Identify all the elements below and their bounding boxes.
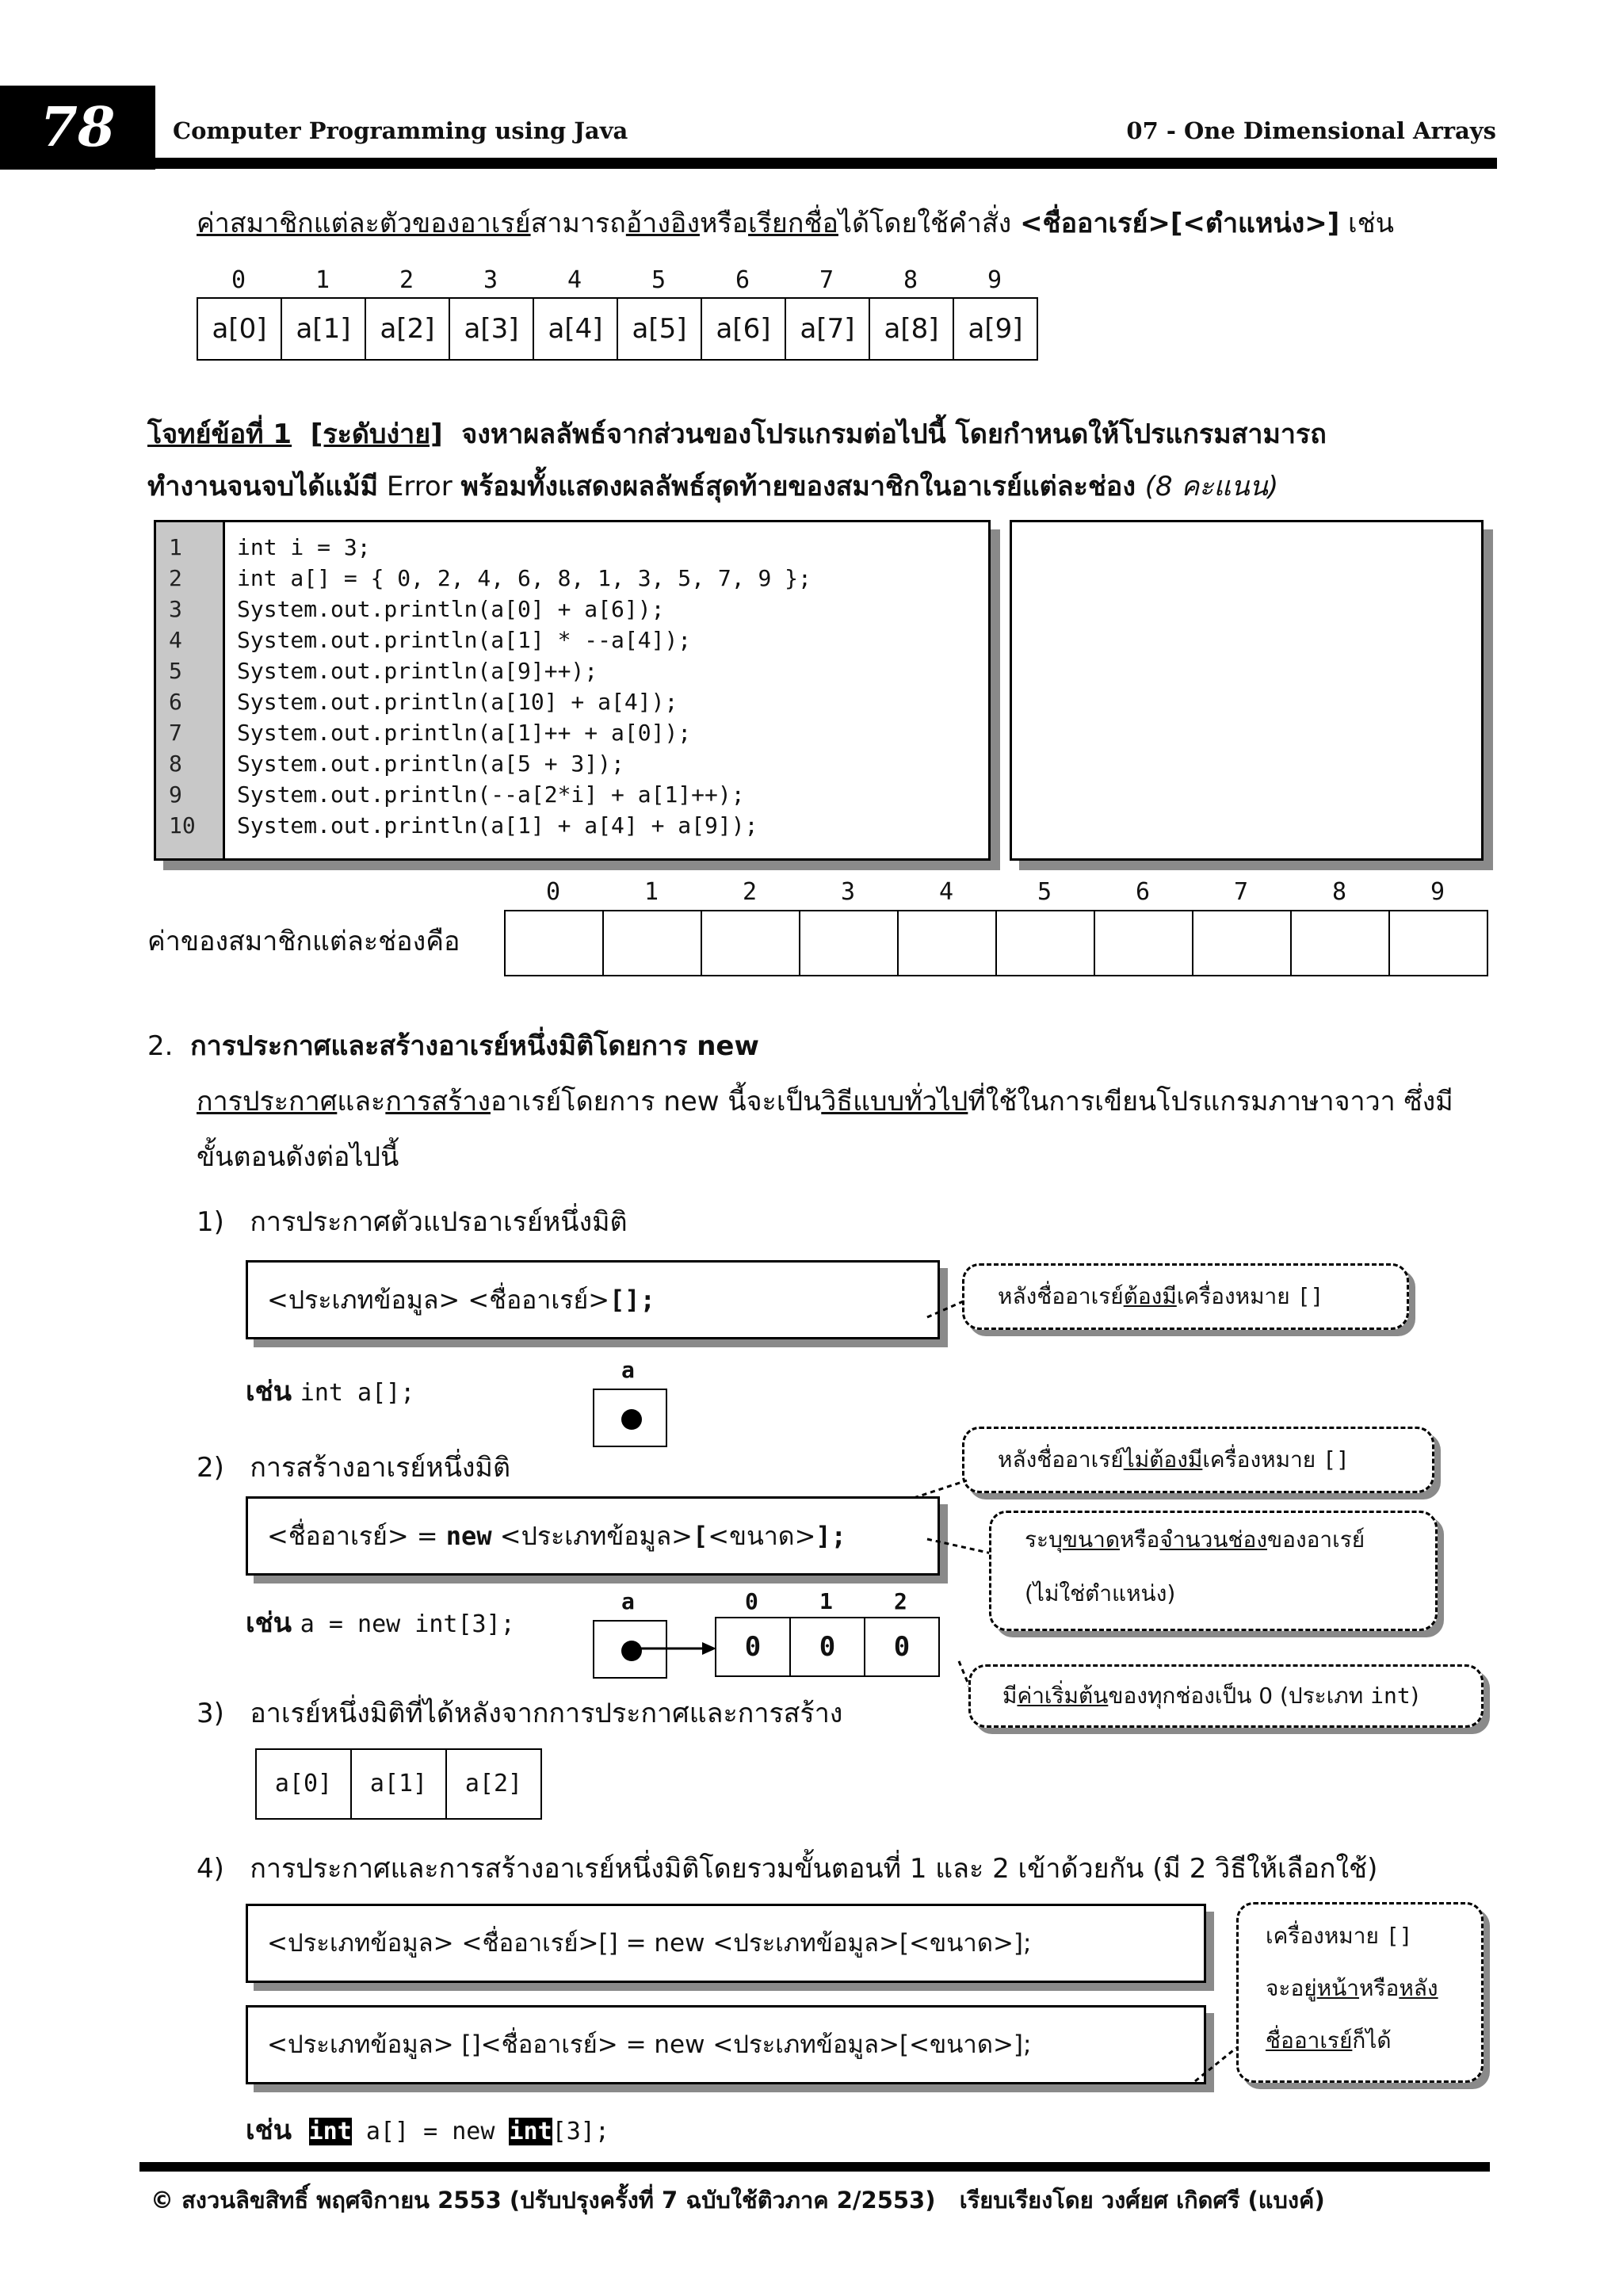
para-u3: วิธีแบบทั่วไป	[821, 1086, 968, 1117]
intro-t4: เช่น	[1339, 208, 1394, 239]
note-text: มี	[1002, 1683, 1018, 1709]
step2-note3-callout	[968, 1664, 1484, 1728]
note-line	[1266, 1973, 1481, 2004]
note-line	[1266, 2025, 1481, 2057]
line-number: 8	[169, 751, 182, 777]
note-text: เครื่องหมาย	[1202, 1446, 1323, 1473]
syntax-brackets: [];	[609, 1285, 655, 1315]
footer-rule	[139, 2162, 1490, 2172]
array-cell: a[7]	[786, 299, 870, 359]
code-line	[156, 563, 812, 594]
index-label: 0	[745, 1588, 758, 1614]
array-value-cell: 0	[791, 1618, 865, 1675]
index-label: 1	[819, 1588, 833, 1614]
syntax-text: <ประเภทข้อมูล> <ชื่ออาเรย์>	[267, 1285, 610, 1315]
array-cell: a[1]	[282, 299, 366, 359]
array-cell: a[5]	[618, 299, 702, 359]
syntax-text: <ชื่ออาเรย์> =	[267, 1521, 446, 1551]
step4-note-pointer	[1189, 2034, 1244, 2089]
array-cell: a[1]	[352, 1750, 447, 1818]
code-text: System.out.println(a[5 + 3]);	[237, 751, 624, 777]
syntax-text: <ประเภทข้อมูล> <ชื่ออาเรย์>[] = new <ประเภทข้อมูล>[<ขนาด>];	[267, 1929, 1032, 1958]
code-text: System.out.println(a[1] * --a[4]);	[237, 627, 692, 653]
example-label: เช่น	[246, 1376, 292, 1408]
index-label: 2	[399, 266, 414, 294]
step3-array-cells	[255, 1748, 542, 1820]
syntax-text: <ประเภทข้อมูล>	[491, 1521, 693, 1551]
note-line: (ไม่ใช่ตำแหน่ง)	[1025, 1580, 1176, 1606]
index-label: 7	[819, 266, 834, 294]
intro-paragraph	[197, 204, 1394, 243]
line-number: 7	[169, 720, 182, 746]
line-number: 10	[169, 812, 196, 839]
answer-cell[interactable]	[1095, 911, 1193, 975]
code-line	[156, 625, 812, 655]
var-a-label: a	[621, 1588, 635, 1614]
reference-dot	[621, 1409, 642, 1430]
index-label: 8	[1331, 878, 1347, 906]
code-line	[156, 686, 812, 717]
note-line	[1266, 1920, 1481, 1952]
index-label: 3	[840, 878, 856, 906]
step1-note-callout	[962, 1263, 1409, 1330]
index-label: 0	[231, 266, 246, 294]
index-label: 9	[987, 266, 1002, 294]
syntax-new-keyword: new	[445, 1521, 492, 1551]
array-cell: a[6]	[702, 299, 786, 359]
page-number: 78	[0, 86, 155, 170]
para-t3: ที่ใช้ในการเขียนโปรแกรมภาษาจาวา ซึ่งมี	[968, 1086, 1453, 1117]
step1-title: 1) การประกาศตัวแปรอาเรย์หนึ่งมิติ	[197, 1206, 628, 1238]
code-text: System.out.println(--a[2*i] + a[1]++);	[237, 781, 745, 808]
syntax-bracket: [	[692, 1521, 708, 1551]
line-number: 1	[169, 534, 182, 560]
note-underline: ชื่ออาเรย์	[1266, 2027, 1353, 2053]
array-cell: a[0]	[257, 1750, 352, 1818]
note-text: หรือ	[1120, 1526, 1160, 1553]
example-code: a = new int[3];	[300, 1610, 515, 1638]
note-brackets: []	[1385, 1923, 1413, 1949]
step2-title: 2) การสร้างอาเรย์หนึ่งมิติ	[197, 1452, 511, 1484]
note-brackets: []	[1296, 1283, 1324, 1309]
para-u1: การประกาศ	[197, 1086, 338, 1117]
step4-title: 4) การประกาศและการสร้างอาเรย์หนึ่งมิติโดยรวมขั้นตอนที่ 1 และ 2 เข้าด้วยกัน (มี 2 วิธีให้เลือกใช้)	[197, 1853, 1378, 1885]
step4-note-callout	[1236, 1902, 1484, 2083]
note-underline: หลัง	[1399, 1975, 1438, 2001]
index-label: 6	[1135, 878, 1151, 906]
code-text: System.out.println(a[10] + a[4]);	[237, 689, 678, 715]
step1-example	[246, 1373, 414, 1412]
para-t2: อาเรย์โดยการ new นี้จะเป็น	[490, 1086, 822, 1117]
index-label: 0	[545, 878, 561, 906]
reference-var-box	[593, 1389, 667, 1447]
array-cell: a[0]	[198, 299, 282, 359]
exercise-text2b: พร้อมทั้งแสดงผลลัพธ์สุดท้ายของสมาชิกในอาเรย์แต่ละช่อง	[460, 471, 1145, 502]
step1-syntax-box	[246, 1260, 940, 1339]
note-brackets: []	[1323, 1446, 1350, 1473]
index-label: 3	[483, 266, 498, 294]
code-listing	[154, 520, 991, 861]
example-int-highlight: int	[308, 2118, 352, 2145]
note-text: หรือ	[1359, 1975, 1400, 2001]
step2-syntax-box	[246, 1496, 940, 1576]
note-text: ก็ได้	[1352, 2027, 1392, 2053]
example-code: int a[];	[300, 1379, 415, 1407]
array-cell: a[9]	[968, 313, 1023, 345]
exercise-error-word: Error	[378, 471, 461, 502]
section2-paragraph-line1	[197, 1083, 1453, 1121]
reference-arrow	[626, 1633, 721, 1664]
section2-paragraph-line2: ขั้นตอนดังต่อไปนี้	[197, 1141, 399, 1173]
line-number: 4	[169, 627, 182, 653]
line-number: 6	[169, 689, 182, 715]
answer-cell[interactable]	[1292, 911, 1390, 975]
para-u2: การสร้าง	[385, 1086, 491, 1117]
header-rule	[155, 158, 1497, 169]
code-text: System.out.println(a[9]++);	[237, 658, 598, 684]
note-text: ระบุ	[1025, 1526, 1063, 1553]
footer-copyright: © สงวนลิขสิทธิ์ พฤศจิกายน 2553 (ปรับปรุงครั้งที่ 7 ฉบับใช้ติวภาค 2/2553) เรียบเรียงโดย วงศ์ยศ เกิดศรี (แบงค์)	[151, 2187, 1325, 2214]
answer-cell[interactable]	[899, 911, 997, 975]
intro-syntax: <ชื่ออาเรย์>[<ตำแหน่ง>]	[1020, 208, 1340, 239]
note-underline: ค่าเริ่มต้น	[1017, 1683, 1109, 1709]
example-label: เช่น	[246, 2115, 292, 2146]
note-underline: ขนาด	[1062, 1526, 1121, 1553]
code-text: int a[] = { 0, 2, 4, 6, 8, 1, 3, 5, 7, 9 };	[237, 565, 812, 591]
index-label: 5	[651, 266, 666, 294]
code-line	[156, 748, 812, 779]
code-line	[156, 594, 812, 625]
array-cell: a[2]	[464, 1770, 523, 1797]
exercise-label: โจทย์ข้อที่ 1	[147, 418, 292, 450]
answer-cell[interactable]	[604, 911, 702, 975]
step4-example	[246, 2111, 609, 2151]
note-text: หลังชื่ออาเรย์	[998, 1446, 1124, 1473]
note-text: เครื่องหมาย	[1266, 1923, 1386, 1949]
note-underline: หน้า	[1316, 1975, 1359, 2001]
code-text: System.out.println(a[1] + a[4] + a[9]);	[237, 812, 758, 839]
note-type: int	[1370, 1683, 1411, 1709]
new-array-cells	[715, 1617, 940, 1677]
note-text: จะอยู่	[1266, 1975, 1317, 2001]
answer-cell[interactable]	[1390, 911, 1487, 975]
example-array-cells	[197, 297, 1038, 361]
step2-example	[246, 1604, 515, 1644]
exercise-text2a: ทำงานจนจบได้แม้มี	[147, 471, 379, 502]
step2-note2-callout	[989, 1511, 1438, 1631]
step2-note1-callout	[962, 1427, 1434, 1493]
section2-heading	[147, 1027, 759, 1065]
answer-indices	[504, 878, 1487, 906]
index-label: 1	[643, 878, 659, 906]
intro-u2: อ้างอิง	[625, 208, 700, 239]
note-text: หลังชื่ออาเรย์	[998, 1283, 1124, 1309]
step4-syntax-box-2	[246, 2005, 1206, 2084]
answer-cells	[504, 910, 1488, 976]
index-label: 2	[742, 878, 758, 906]
index-label: 7	[1233, 878, 1249, 906]
index-label: 5	[1037, 878, 1052, 906]
index-label: 6	[735, 266, 750, 294]
array-cell: a[4]	[534, 299, 618, 359]
array-cell: a[3]	[450, 299, 534, 359]
answer-cell[interactable]	[800, 911, 899, 975]
index-label: 4	[938, 878, 954, 906]
note-underline: จำนวนช่อง	[1159, 1526, 1267, 1553]
exercise-text1: จงหาผลลัพธ์จากส่วนของโปรแกรมต่อไปนี้ โดยกำหนดให้โปรแกรมสามารถ	[461, 418, 1327, 450]
code-line	[156, 532, 812, 563]
example-label: เช่น	[246, 1607, 292, 1639]
code-text: int i = 3;	[237, 534, 371, 560]
step4-syntax-box-1	[246, 1904, 1206, 1983]
index-label: 2	[894, 1588, 907, 1614]
answer-cell[interactable]	[506, 911, 604, 975]
answer-cell[interactable]	[1193, 911, 1292, 975]
intro-u3: เรียกชื่อ	[748, 208, 838, 239]
code-line	[156, 655, 812, 686]
note-underline: ต้องมี	[1123, 1283, 1177, 1309]
example-int-highlight: int	[509, 2118, 552, 2145]
index-label: 1	[315, 266, 330, 294]
intro-t1: สามารถ	[530, 208, 626, 239]
note-text: เครื่องหมาย	[1176, 1283, 1297, 1309]
array-cell: a[2]	[366, 299, 450, 359]
code-text: System.out.println(a[0] + a[6]);	[237, 596, 665, 622]
step3-title: 3) อาเรย์หนึ่งมิติที่ได้หลังจากการประกาศและการสร้าง	[197, 1698, 843, 1729]
exercise-line1	[147, 415, 1327, 453]
output-answer-box[interactable]	[1010, 520, 1484, 861]
answer-label: ค่าของสมาชิกแต่ละช่องคือ	[147, 926, 460, 957]
var-a-label: a	[621, 1357, 635, 1383]
array-cell: a[8]	[870, 299, 954, 359]
index-label: 4	[567, 266, 582, 294]
code-line	[156, 717, 812, 748]
exercise-line2	[147, 468, 1278, 506]
index-label: 9	[1430, 878, 1445, 906]
code-lines	[156, 532, 812, 841]
array-value-cell: 0	[893, 1631, 911, 1663]
syntax-text: <ประเภทข้อมูล> []<ชื่ออาเรย์> = new <ประเภทข้อมูล>[<ขนาด>];	[267, 2030, 1032, 2059]
line-number: 3	[169, 596, 182, 622]
index-label: 8	[903, 266, 918, 294]
syntax-size: <ขนาด>	[708, 1521, 816, 1551]
intro-t2: หรือ	[699, 208, 749, 239]
code-text: System.out.println(a[1]++ + a[0]);	[237, 720, 692, 746]
example-array-indices	[197, 266, 1037, 294]
intro-u1: ค่าสมาชิกแต่ละตัวของอาเรย์	[197, 208, 531, 239]
note-underline: ไม่ต้องมี	[1123, 1446, 1203, 1473]
array-value-cell: 0	[716, 1618, 791, 1675]
para-t1: และ	[337, 1086, 386, 1117]
code-line	[156, 779, 812, 810]
exercise-level: [ระดับง่าย]	[310, 418, 443, 450]
section2-title: การประกาศและสร้างอาเรย์หนึ่งมิติโดยการ new	[190, 1030, 759, 1062]
example-code: a[] = new	[351, 2118, 510, 2145]
answer-cell[interactable]	[702, 911, 800, 975]
line-number: 9	[169, 781, 182, 808]
example-code: [3];	[552, 2118, 609, 2145]
line-number: 2	[169, 565, 182, 591]
syntax-bracket: ];	[815, 1521, 846, 1551]
header-book-title: Computer Programming using Java	[173, 117, 628, 144]
line-number: 5	[169, 658, 182, 684]
intro-t3: ได้โดยใช้คำสั่ง	[838, 208, 1021, 239]
header-chapter-title: 07 - One Dimensional Arrays	[1126, 117, 1496, 144]
section2-number: 2.	[147, 1030, 174, 1062]
exercise-points: (8 คะแนน)	[1144, 471, 1279, 502]
code-line	[156, 810, 812, 841]
note-text: ของทุกช่องเป็น 0 (ประเภท	[1108, 1683, 1371, 1709]
note-text: ของอาเรย์	[1266, 1526, 1365, 1553]
note-line	[1025, 1524, 1435, 1556]
note-text: )	[1410, 1683, 1419, 1709]
answer-cell[interactable]	[997, 911, 1095, 975]
